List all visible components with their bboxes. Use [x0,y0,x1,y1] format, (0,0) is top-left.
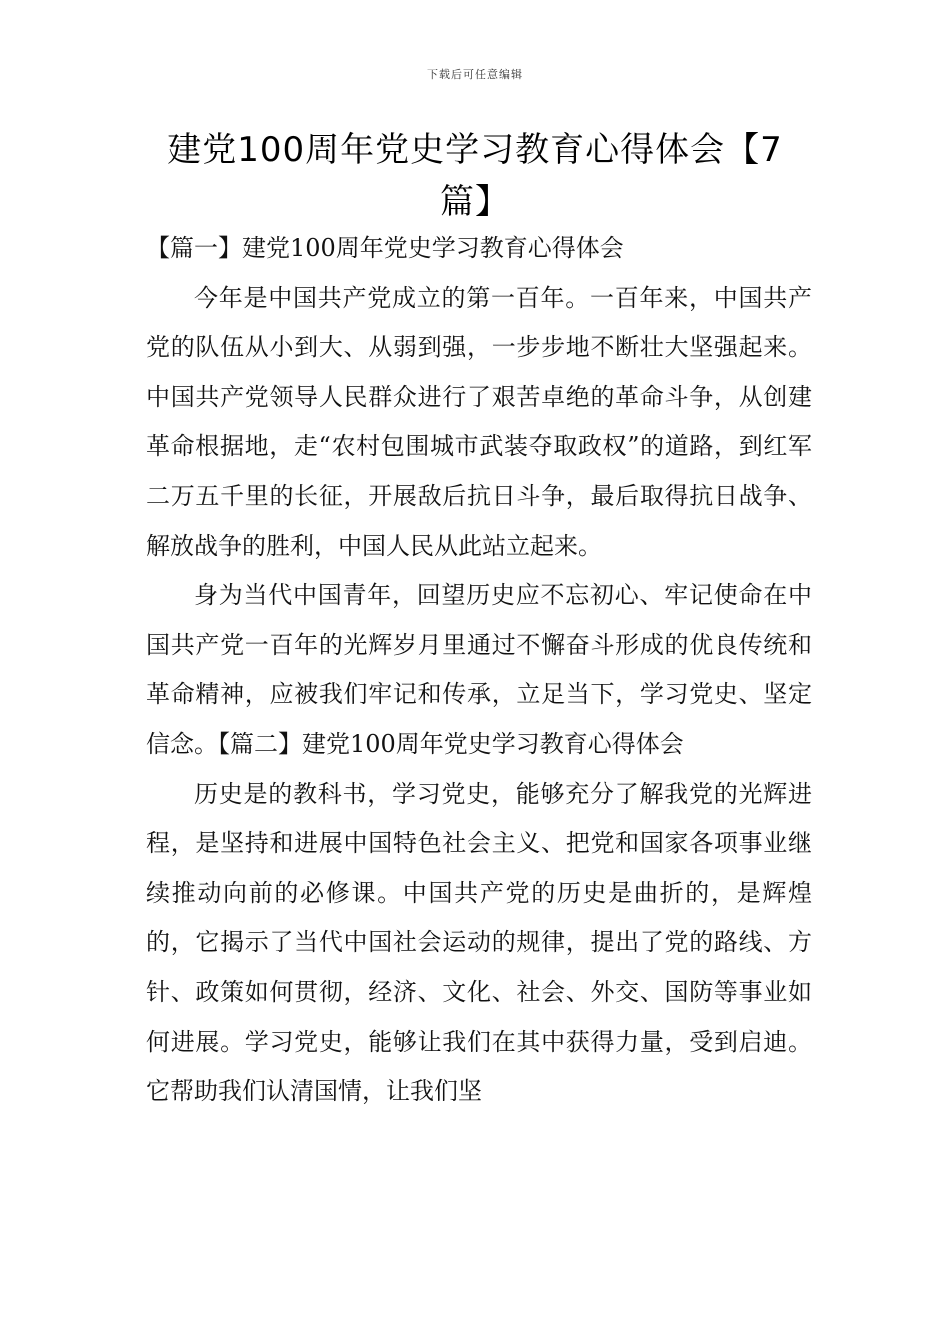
document-title: 建党100周年党史学习教育心得体会【7篇】 [167,130,783,222]
paragraph-3: 历史是的教科书，学习党史，能够充分了解我党的光辉进程，是坚持和进展中国特色社会主义、把党和国家各项事业继续推动向前的必修课。中国共产党的历史是曲折的，是辉煌的，它揭示了当代中国社会运动的规律，提出了党的路线、方针、政策如何贯彻，经济、文化、社会、外交、国防等事业如何进展。学习党史，能够让我们在其中获得力量，受到启迪。它帮助我们认清国情，让我们坚 [146,779,812,1106]
section-heading-1: 【篇一】建党100周年党史学习教育心得体会 [146,234,624,262]
paragraph-2 [146,571,812,769]
paragraph-2-text: 身为当代中国青年，回望历史应不忘初心、牢记使命在中国共产党一百年的光辉岁月里通过不懈奋斗形成的优良传统和革命精神，应被我们牢记和传承，立足当下，学习党史、坚定信念。 [146,581,812,758]
section-heading-2: 【篇二】建党100周年党史学习教育心得体会 [218,729,684,758]
paragraph-1: 今年是中国共产党成立的第一百年。一百年来，中国共产党的队伍从小到大、从弱到强，一步步地不断壮大坚强起来。中国共产党领导人民群众进行了艰苦卓绝的革命斗争，从创建革命根据地，走“农村包围城市武装夺取政权”的道路，到红军二万五千里的长征，开展敌后抗日斗争，最后取得抗日战争、解放战争的胜利，中国人民从此站立起来。 [146,283,812,560]
document-body [146,224,812,1117]
header-note: 下载后可任意编辑 [427,68,523,81]
